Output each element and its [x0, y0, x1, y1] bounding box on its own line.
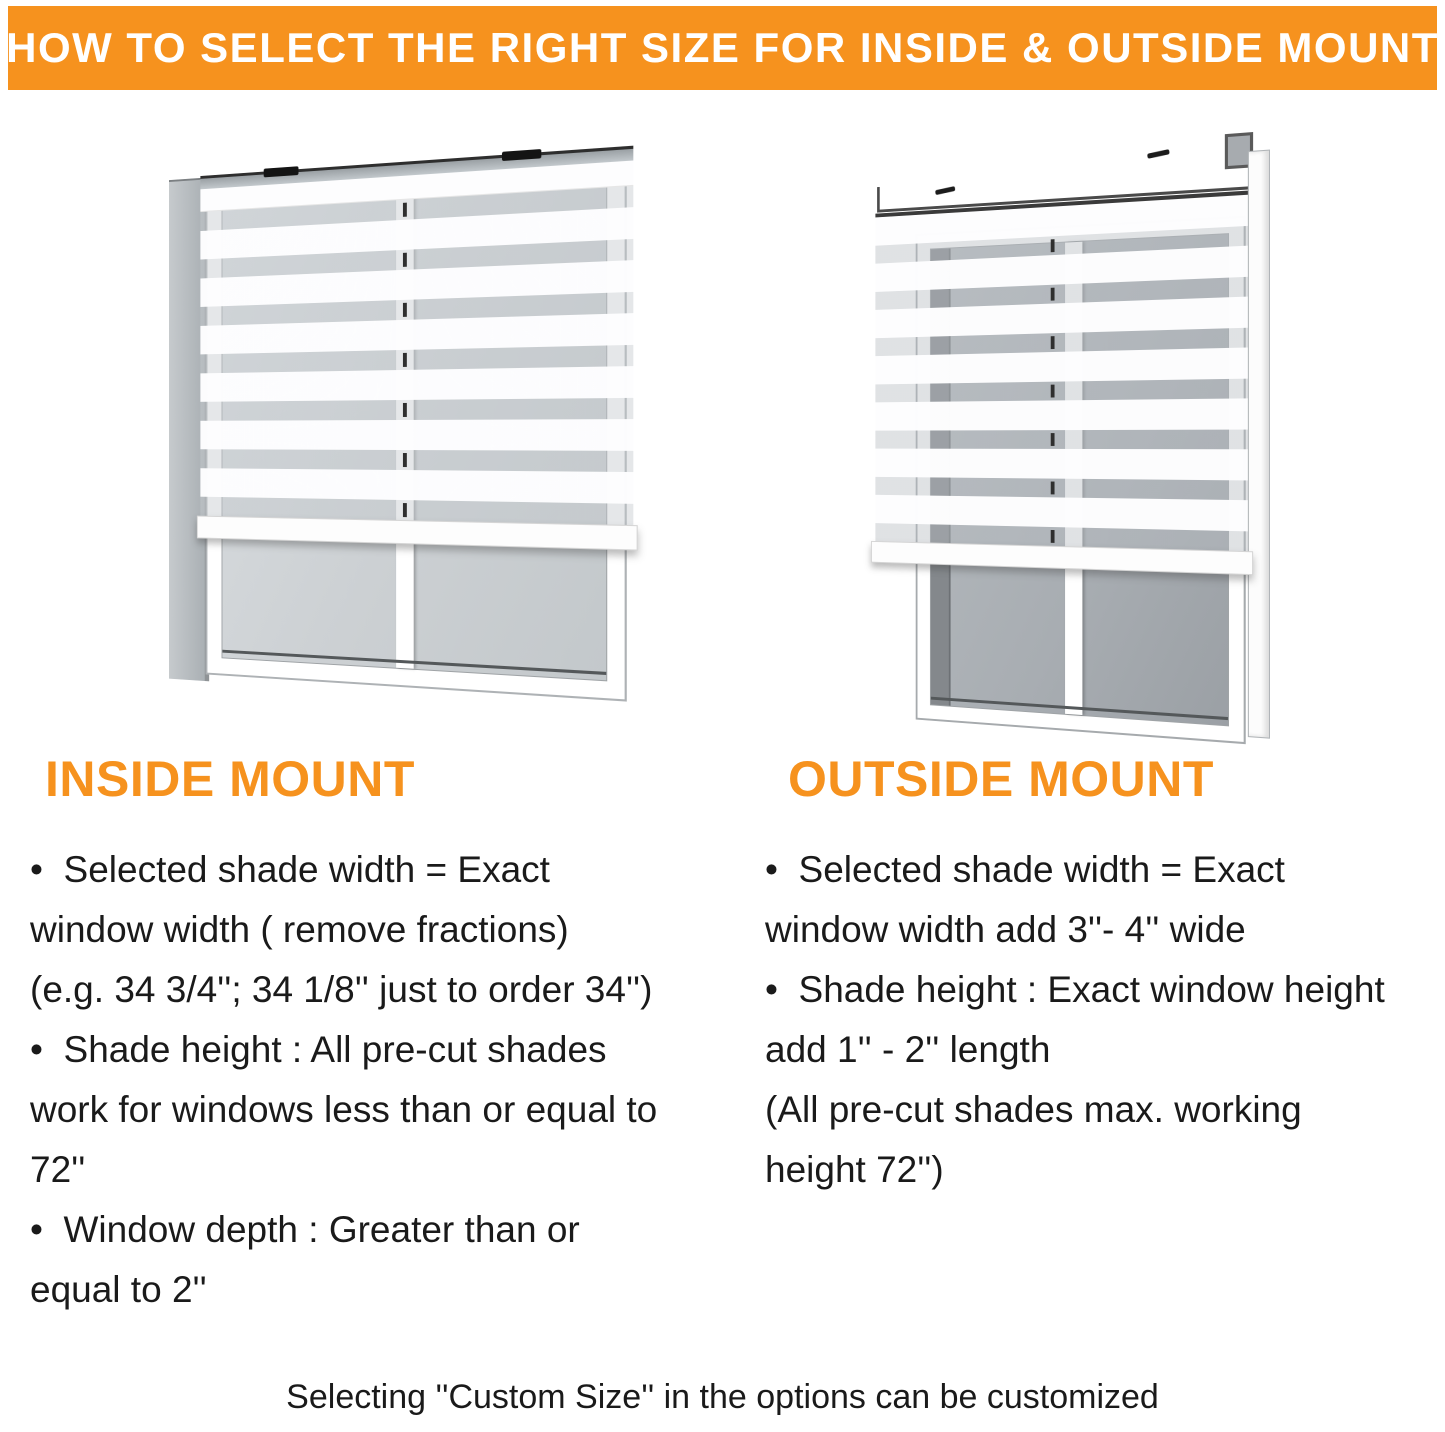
- text-line: height 72''): [765, 1149, 944, 1190]
- screw-mark-icon: [935, 186, 955, 195]
- outside-mount-illustration: [852, 134, 1340, 749]
- mounting-clip-icon: [263, 166, 298, 177]
- inside-mount-illustration: [148, 138, 653, 733]
- mounting-clip-icon: [502, 149, 541, 161]
- fabric-center-seam: [403, 200, 407, 521]
- footer-note: Selecting ''Custom Size'' in the options can be customized: [286, 1378, 1159, 1416]
- text-line: equal to 2'': [30, 1269, 207, 1310]
- text-line: (All pre-cut shades max. working: [765, 1089, 1302, 1130]
- outside-mount-instructions: [765, 840, 1445, 1200]
- side-trim-board: [1248, 150, 1270, 739]
- zebra-blind: [200, 146, 633, 576]
- outside-mount-heading: OUTSIDE MOUNT: [788, 751, 1214, 807]
- outside-mount-scene: [872, 114, 1349, 769]
- text-line: • Selected shade width = Exact: [765, 849, 1285, 890]
- blind-fabric-stripes: [200, 186, 633, 525]
- header-banner: [8, 6, 1437, 90]
- text-line: 72'': [30, 1149, 86, 1190]
- text-line: • Shade height : Exact window height: [765, 969, 1385, 1010]
- fabric-center-seam: [1051, 207, 1055, 546]
- inside-mount-scene: [169, 118, 663, 753]
- screw-mark-icon: [1147, 149, 1170, 159]
- inside-mount-instructions: [30, 840, 730, 1320]
- text-line: window width add 3''- 4'' wide: [765, 909, 1246, 950]
- text-line: • Shade height : All pre-cut shades: [30, 1029, 607, 1070]
- text-line: work for windows less than or equal to: [30, 1089, 658, 1130]
- text-line: window width ( remove fractions): [30, 909, 569, 950]
- text-line: (e.g. 34 3/4''; 34 1/8'' just to order 34''): [30, 969, 653, 1010]
- text-line: add 1'' - 2'' length: [765, 1029, 1051, 1070]
- banner-title: HOW TO SELECT THE RIGHT SIZE FOR INSIDE & OUTSIDE MOUNT: [6, 24, 1439, 71]
- text-line: • Window depth : Greater than or: [30, 1209, 580, 1250]
- inside-mount-heading: INSIDE MOUNT: [45, 751, 415, 807]
- blind-fabric-stripes: [875, 195, 1247, 551]
- text-line: • Selected shade width = Exact: [30, 849, 550, 890]
